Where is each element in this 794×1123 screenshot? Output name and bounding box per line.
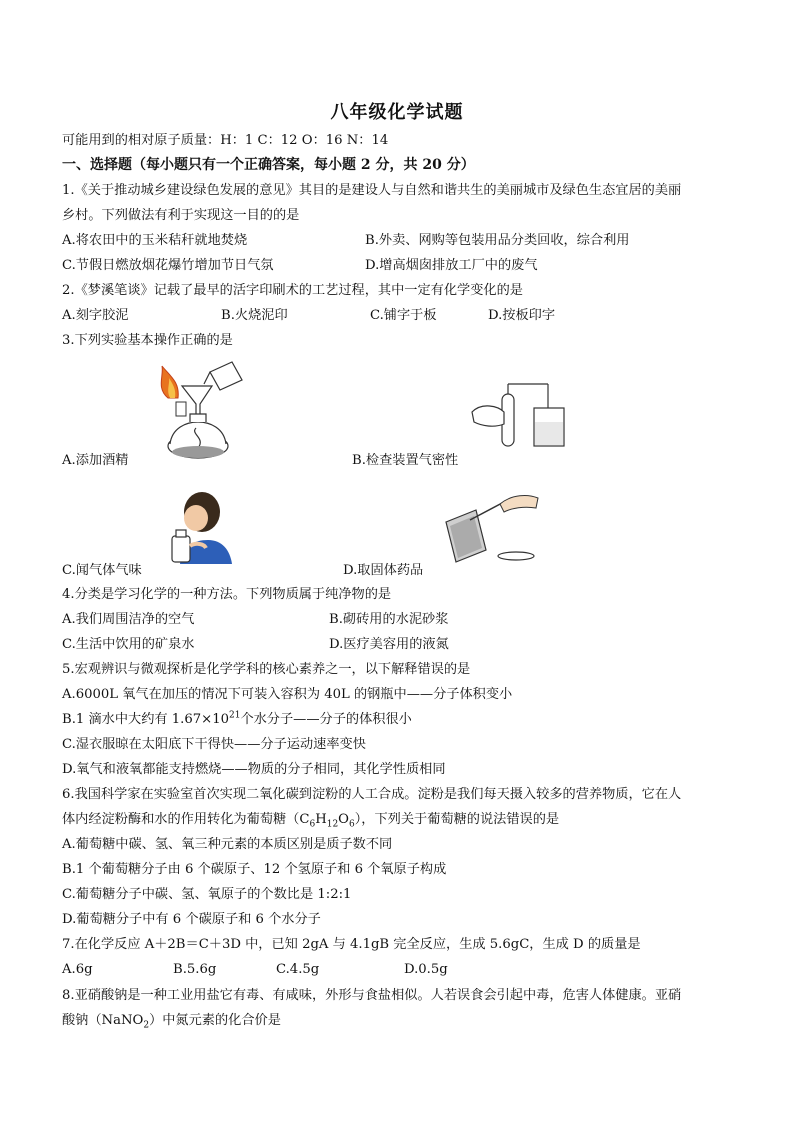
airtightness-figure: [468, 378, 574, 448]
q1-option-a: A.将农田中的玉米秸秆就地焚烧: [62, 233, 248, 248]
q6-option-a: A.葡萄糖中碳、氢、氧三种元素的本质区别是质子数不同: [62, 837, 393, 852]
q2-option-a: A.刻字胶泥: [62, 308, 129, 323]
q7-stem: 7.在化学反应 A＋2B＝C＋3D 中，已知 2gA 与 4.1gB 完全反应，生成 5.6gC，生成 D 的质量是: [62, 937, 641, 952]
q5-stem: 5.宏观辨识与微观探析是化学学科的核心素养之一，以下解释错误的是: [62, 662, 471, 677]
q6-option-d: D.葡萄糖分子中有 6 个碳原子和 6 个水分子: [62, 912, 321, 927]
q6-option-b: B.1 个葡萄糖分子由 6 个碳原子、12 个氢原子和 6 个氧原子构成: [62, 862, 447, 877]
q3-option-d: D.取固体药品: [343, 563, 424, 578]
q2-stem: 2.《梦溪笔谈》记载了最早的活字印刷术的工艺过程，其中一定有化学变化的是: [62, 283, 523, 298]
q4-option-d: D.医疗美容用的液氮: [329, 637, 449, 652]
q4-option-a: A.我们周围洁净的空气: [62, 612, 195, 627]
section-heading: 一、选择题（每小题只有一个正确答案，每小题 2 分，共 20 分）: [62, 157, 475, 173]
q3-option-b: B.检查装置气密性: [352, 453, 459, 468]
q3-option-c: C.闻气体气味: [62, 563, 142, 578]
smelling-gas-figure: [164, 486, 234, 564]
q4-stem: 4.分类是学习化学的一种方法。下列物质属于纯净物的是: [62, 587, 392, 602]
page-title: 八年级化学试题: [330, 102, 464, 123]
alcohol-lamp-figure: [150, 358, 260, 462]
q8-stem-line1: 8.亚硝酸钠是一种工业用盐它有毒、有咸味，外形与食盐相似。人若误食会引起中毒，危害人体健康。亚硝: [62, 988, 682, 1003]
q7-option-b: B.5.6g: [173, 962, 217, 977]
q3-option-a: A.添加酒精: [62, 453, 129, 468]
q1-option-c: C.节假日燃放烟花爆竹增加节日气氛: [62, 258, 274, 273]
q5-option-d: D.氧气和液氧都能支持燃烧——物质的分子相同，其化学性质相同: [62, 762, 446, 777]
q3-stem: 3.下列实验基本操作正确的是: [62, 333, 233, 348]
q6-option-c: C.葡萄糖分子中碳、氢、氧原子的个数比是 1:2:1: [62, 887, 352, 902]
q5-option-b: B.1 滴水中大约有 $1.67\times 10^{21}$个水分子——分子的体积很小: [62, 710, 412, 727]
q2-option-c: C.铺字于板: [370, 308, 437, 323]
atomic-masses-note: 可能用到的相对原子质量：H：1 C：12 O：16 N：14: [62, 133, 389, 148]
q1-stem-line1: 1.《关于推动城乡建设绿色发展的意见》其目的是建设人与自然和谐共生的美丽城市及绿色生态宜居的美丽: [62, 183, 682, 198]
solid-reagent-figure: [438, 490, 540, 566]
q4-option-b: B.砌砖用的水泥砂浆: [329, 612, 449, 627]
q2-option-b: B.火烧泥印: [221, 308, 288, 323]
q5-option-a: A.6000L 氧气在加压的情况下可装入容积为 40L 的钢瓶中——分子体积变小: [62, 687, 513, 702]
q1-option-d: D.增高烟囱排放工厂中的废气: [365, 258, 538, 273]
q4-option-c: C.生活中饮用的矿泉水: [62, 637, 195, 652]
q5-option-c: C.湿衣服晾在太阳底下干得快——分子运动速率变快: [62, 737, 366, 752]
q7-option-c: C.4.5g: [276, 962, 320, 977]
q7-option-a: A.6g: [62, 962, 93, 977]
q1-stem-line2: 乡村。下列做法有利于实现这一目的的是: [62, 208, 300, 223]
q7-option-d: D.0.5g: [404, 962, 448, 977]
q6-stem-line2: 体内经淀粉酶和水的作用转化为葡萄糖$(C_6H_{12}O_6)$，下列关于葡萄糖的说法错误的是: [62, 812, 560, 830]
q2-option-d: D.按板印字: [488, 308, 556, 323]
q1-option-b: B.外卖、网购等包装用品分类回收，综合利用: [365, 233, 630, 248]
q8-stem-line2: 酸钠（NaNO$_2$）中氮元素的化合价是: [62, 1013, 281, 1031]
q6-stem-line1: 6.我国科学家在实验室首次实现二氧化碳到淀粉的人工合成。淀粉是我们每天摄入较多的营养物质，它在人: [62, 787, 682, 802]
